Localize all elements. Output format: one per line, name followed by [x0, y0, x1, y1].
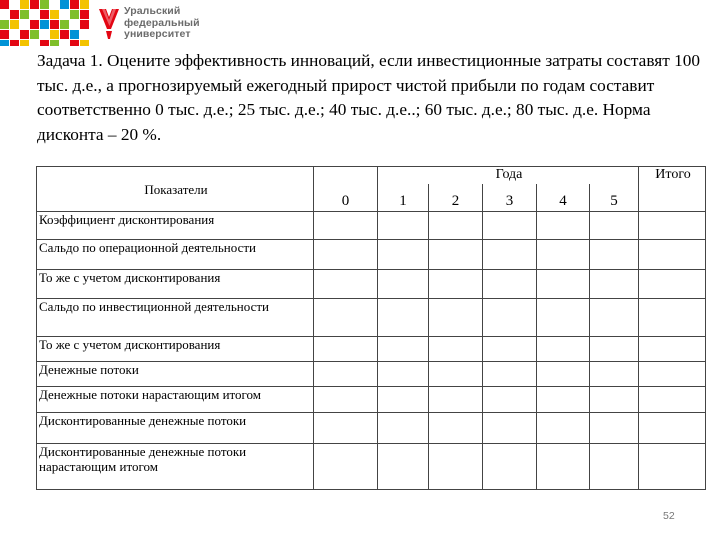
years-header: Года	[378, 167, 639, 184]
table-cell	[537, 387, 590, 413]
table-cell	[483, 212, 537, 240]
mosaic-tile	[40, 30, 49, 39]
university-name	[124, 6, 200, 41]
row-label: Денежные потоки нарастающим итогом	[37, 387, 314, 413]
table-cell	[429, 240, 483, 270]
mosaic-tile	[60, 40, 69, 46]
table-cell	[314, 299, 378, 337]
table-cell	[483, 299, 537, 337]
mosaic-tile	[70, 40, 79, 46]
mosaic-tile	[80, 10, 89, 19]
row-label: То же с учетом дисконтирования	[37, 270, 314, 299]
table-cell	[378, 212, 429, 240]
mosaic-tile	[70, 30, 79, 39]
slide-header	[0, 0, 720, 46]
row-label: Денежные потоки	[37, 362, 314, 387]
mosaic-tile	[20, 10, 29, 19]
table-cell	[483, 387, 537, 413]
table-cell	[590, 444, 639, 490]
table-cell	[537, 299, 590, 337]
mosaic-tile	[60, 30, 69, 39]
table-cell	[314, 212, 378, 240]
mosaic-tile	[30, 0, 39, 9]
table-cell	[537, 413, 590, 444]
year-5-header: 5	[590, 184, 639, 212]
table-cell	[639, 270, 706, 299]
row-label: Сальдо по инвестиционной деятельности	[37, 299, 314, 337]
table-cell	[429, 387, 483, 413]
table-cell	[378, 362, 429, 387]
row-label: То же с учетом дисконтирования	[37, 337, 314, 362]
mosaic-tile	[0, 10, 9, 19]
table-row	[37, 299, 706, 337]
table-cell	[314, 240, 378, 270]
year-1-header: 1	[378, 184, 429, 212]
mosaic-tile	[60, 0, 69, 9]
table-cell	[483, 413, 537, 444]
year-0-header: 0	[314, 167, 378, 212]
table-cell	[537, 240, 590, 270]
table-cell	[639, 413, 706, 444]
mosaic-tile	[0, 0, 9, 9]
table-cell	[429, 413, 483, 444]
mosaic-tile	[20, 40, 29, 46]
table-cell	[378, 337, 429, 362]
table-cell	[314, 444, 378, 490]
cash-flow-table	[36, 166, 706, 490]
table-cell	[429, 444, 483, 490]
table-cell	[314, 413, 378, 444]
table-cell	[537, 362, 590, 387]
table-cell	[314, 362, 378, 387]
mosaic-tile	[10, 30, 19, 39]
year-4-header: 4	[537, 184, 590, 212]
mosaic-tile	[0, 30, 9, 39]
task-text: Задача 1. Оцените эффективность инноваций, если инвестиционные затраты составят 100 тыс. д.е., а прогнозируемый ежегодный прирост чистой прибыли по годам составит соответственно 0 тыс. д.е.; 25 тыс. д.е.; 40 тыс. д.е..; 60 тыс. д.е.; 80 тыс. д.е. Норма дисконта – 20 %.	[37, 51, 701, 144]
table-cell	[429, 270, 483, 299]
table-row	[37, 444, 706, 490]
mosaic-tile	[20, 0, 29, 9]
table-cell	[639, 387, 706, 413]
table-cell	[537, 270, 590, 299]
year-3-header: 3	[483, 184, 537, 212]
mosaic-tile	[0, 20, 9, 29]
mosaic-tile	[80, 0, 89, 9]
total-header: Итого	[639, 167, 706, 184]
table-cell	[639, 299, 706, 337]
mosaic-tile	[50, 20, 59, 29]
mosaic-tile	[50, 10, 59, 19]
table-row	[37, 212, 706, 240]
table-cell	[590, 413, 639, 444]
mosaic-tile	[40, 10, 49, 19]
table-cell	[639, 362, 706, 387]
mosaic-tile	[30, 10, 39, 19]
mosaic-tile	[10, 0, 19, 9]
mosaic-tile	[40, 40, 49, 46]
mosaic-tile	[80, 20, 89, 29]
mosaic-tile	[80, 40, 89, 46]
table-cell	[537, 444, 590, 490]
table-cell	[483, 240, 537, 270]
table-cell	[429, 362, 483, 387]
table-row	[37, 270, 706, 299]
mosaic-tile	[30, 40, 39, 46]
mosaic-tile	[80, 30, 89, 39]
mosaic-tile	[40, 20, 49, 29]
mosaic-tile	[70, 0, 79, 9]
table-cell	[483, 270, 537, 299]
mosaic-tile	[10, 10, 19, 19]
mosaic-tile	[10, 20, 19, 29]
mosaic-tile	[50, 0, 59, 9]
total-header-spacer	[639, 184, 706, 212]
table-cell	[590, 387, 639, 413]
table-cell	[378, 444, 429, 490]
mosaic-tile	[40, 0, 49, 9]
table-cell	[639, 212, 706, 240]
table-cell	[378, 299, 429, 337]
mosaic-decoration-icon	[0, 0, 92, 46]
table-cell	[483, 444, 537, 490]
table-row	[37, 337, 706, 362]
mosaic-tile	[20, 20, 29, 29]
mosaic-tile	[60, 20, 69, 29]
table-row	[37, 413, 706, 444]
table-cell	[429, 212, 483, 240]
table-header-row	[37, 167, 706, 184]
table-row	[37, 362, 706, 387]
mosaic-tile	[30, 20, 39, 29]
table-cell	[429, 337, 483, 362]
mosaic-tile	[50, 30, 59, 39]
table-cell	[590, 299, 639, 337]
table-cell	[639, 240, 706, 270]
table-cell	[483, 362, 537, 387]
row-label: Дисконтированные денежные потоки	[37, 413, 314, 444]
mosaic-tile	[50, 40, 59, 46]
row-label: Сальдо по операционной деятельности	[37, 240, 314, 270]
mosaic-tile	[20, 30, 29, 39]
row-label: Коэффициент дисконтирования	[37, 212, 314, 240]
row-label: Дисконтированные денежные потоки нарастающим итогом	[37, 444, 314, 490]
table-cell	[429, 299, 483, 337]
table-cell	[590, 212, 639, 240]
mosaic-tile	[70, 10, 79, 19]
table-cell	[314, 337, 378, 362]
university-name-line2: федеральный	[124, 16, 200, 29]
table-cell	[378, 387, 429, 413]
table-cell	[639, 337, 706, 362]
table-cell	[378, 240, 429, 270]
mosaic-tile	[70, 20, 79, 29]
table-cell	[537, 212, 590, 240]
table-cell	[590, 270, 639, 299]
mosaic-tile	[10, 40, 19, 46]
indicators-header: Показатели	[37, 167, 314, 212]
page-number: 52	[663, 510, 675, 522]
table-cell	[378, 413, 429, 444]
table-cell	[590, 362, 639, 387]
table-cell	[314, 387, 378, 413]
table-row	[37, 387, 706, 413]
university-name-line3: университет	[124, 28, 191, 40]
university-name-line1: Уральский	[124, 5, 181, 17]
table-cell	[314, 270, 378, 299]
table-cell	[639, 444, 706, 490]
year-2-header: 2	[429, 184, 483, 212]
mosaic-tile	[30, 30, 39, 39]
table-cell	[590, 337, 639, 362]
table-cell	[483, 337, 537, 362]
mosaic-tile	[60, 10, 69, 19]
table-cell	[537, 337, 590, 362]
table-cell	[378, 270, 429, 299]
table-row	[37, 240, 706, 270]
university-logo-icon	[98, 8, 120, 40]
table-cell	[590, 240, 639, 270]
mosaic-tile	[0, 40, 9, 46]
